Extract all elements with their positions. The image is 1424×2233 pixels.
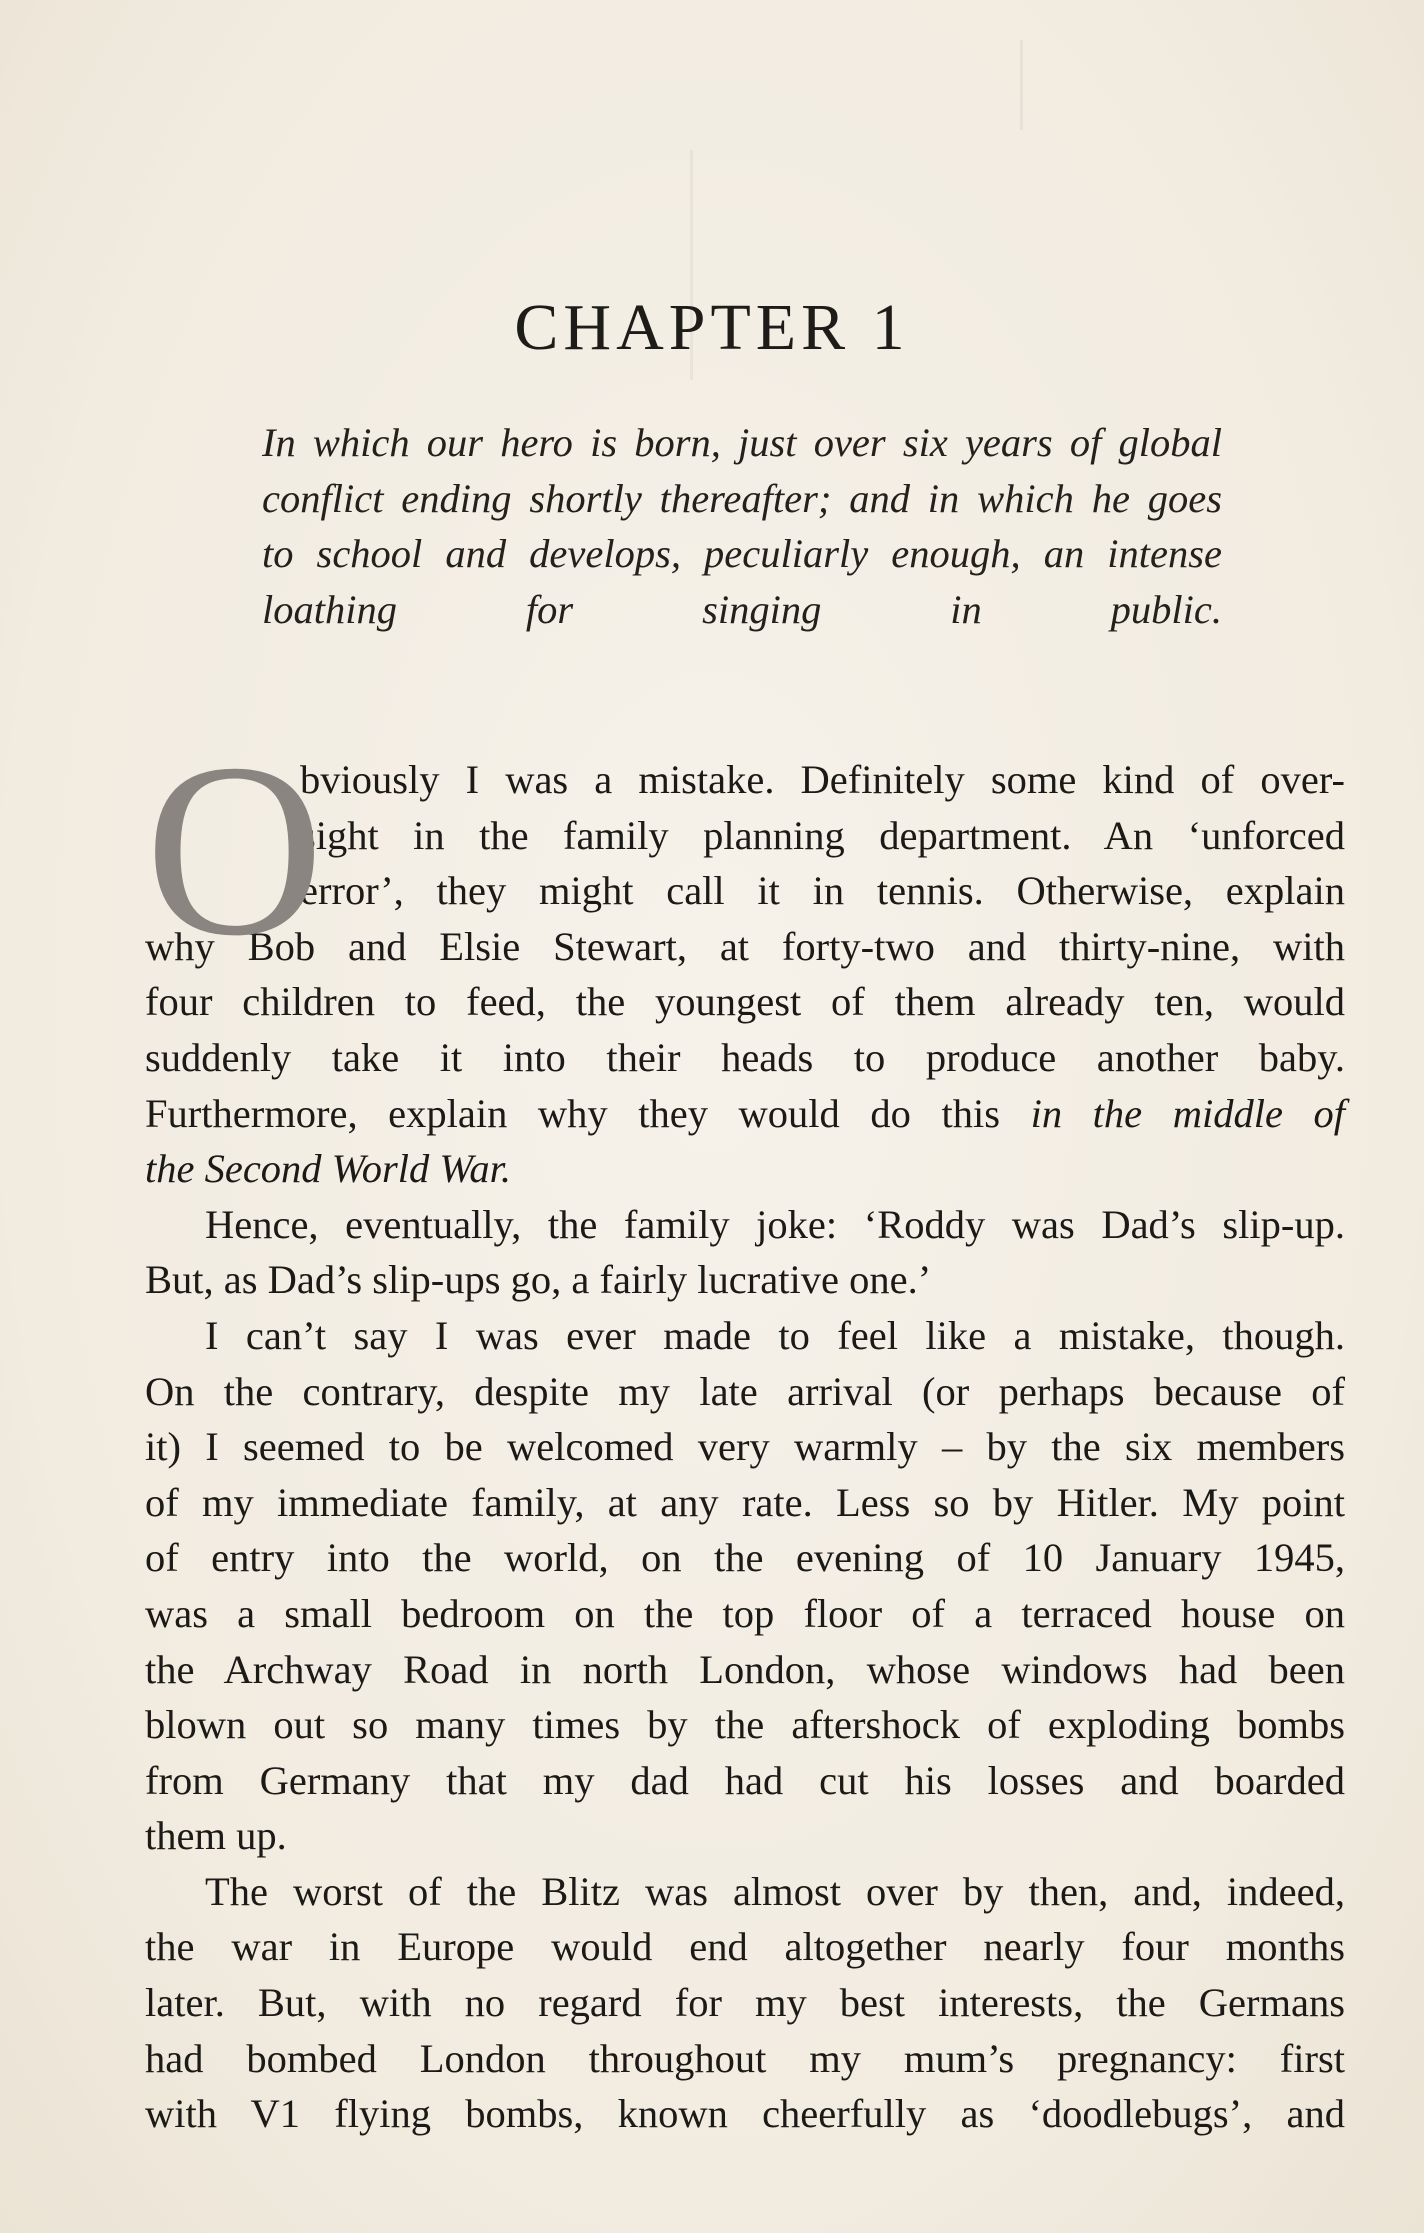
body-line: why Bob and Elsie Stewart, at forty-two and thirty-nine, with xyxy=(145,923,1345,969)
body-line: of entry into the world, on the evening of 10 January 1945, xyxy=(145,1535,1345,1581)
epigraph-line: conflict ending shortly thereafter; and in which he goes xyxy=(262,475,1222,521)
body-line: The worst of the Blitz was almost over by then, and, indeed, xyxy=(205,1868,1345,1914)
chapter-epigraph xyxy=(262,415,1222,637)
body-line: it) I seemed to be welcomed very warmly – by the six members xyxy=(145,1424,1345,1470)
body-line: four children to feed, the youngest of them already ten, would xyxy=(145,979,1345,1025)
body-line: suddenly take it into their heads to produce another baby. xyxy=(145,1034,1345,1080)
body-line: the Second World War. xyxy=(145,1146,512,1192)
body-line: from Germany that my dad had cut his losses and boarded xyxy=(145,1757,1345,1803)
body-text-run: Furthermore, explain why they would do this xyxy=(145,1090,1031,1136)
body-line: blown out so many times by the aftershock of exploding bombs xyxy=(145,1702,1345,1748)
paragraph-4 xyxy=(145,1864,1345,2142)
paragraph-3 xyxy=(145,1308,1345,1864)
body-line: of my immediate family, at any rate. Less so by Hitler. My point xyxy=(145,1479,1345,1525)
body-line: the war in Europe would end altogether nearly four months xyxy=(145,1924,1345,1970)
italic-text-run: in the middle of xyxy=(1030,1090,1346,1136)
epigraph-line: to school and develops, peculiarly enough, an intense xyxy=(262,531,1222,577)
body-line: But, as Dad’s slip-ups go, a fairly lucrative one.’ xyxy=(145,1257,932,1303)
body-line: error’, they might call it in tennis. Otherwise, explain xyxy=(300,868,1345,914)
body-line: Hence, eventually, the family joke: ‘Roddy was Dad’s slip-up. xyxy=(205,1201,1345,1247)
epigraph-line: In which our hero is born, just over six years of global xyxy=(262,420,1222,465)
show-through-mark xyxy=(1020,40,1023,130)
body-line: On the contrary, despite my late arrival (or perhaps because of xyxy=(145,1368,1345,1414)
paragraph-1 xyxy=(145,712,1346,1197)
paragraph-2 xyxy=(145,1197,1345,1308)
chapter-body xyxy=(145,712,1346,2142)
body-line: was a small bedroom on the top floor of a terraced house on xyxy=(145,1590,1345,1636)
body-line: later. But, with no regard for my best interests, the Germans xyxy=(145,1980,1345,2026)
body-line xyxy=(145,1086,1345,1142)
drop-cap: O xyxy=(145,712,325,987)
body-line: with V1 flying bombs, known cheerfully as ‘doodlebugs’, and xyxy=(145,2091,1345,2137)
epigraph-line: loathing for singing in public. xyxy=(262,586,1222,632)
body-line: them up. xyxy=(145,1813,287,1859)
body-line: sight in the family planning department. An ‘unforced xyxy=(300,812,1345,858)
body-line: I can’t say I was ever made to feel like a mistake, though. xyxy=(205,1312,1345,1358)
body-line: bviously I was a mistake. Definitely some kind of over- xyxy=(300,757,1345,802)
body-line: had bombed London throughout my mum’s pregnancy: first xyxy=(145,2035,1345,2081)
body-line: the Archway Road in north London, whose windows had been xyxy=(145,1646,1345,1692)
chapter-title: CHAPTER 1 xyxy=(514,291,910,364)
